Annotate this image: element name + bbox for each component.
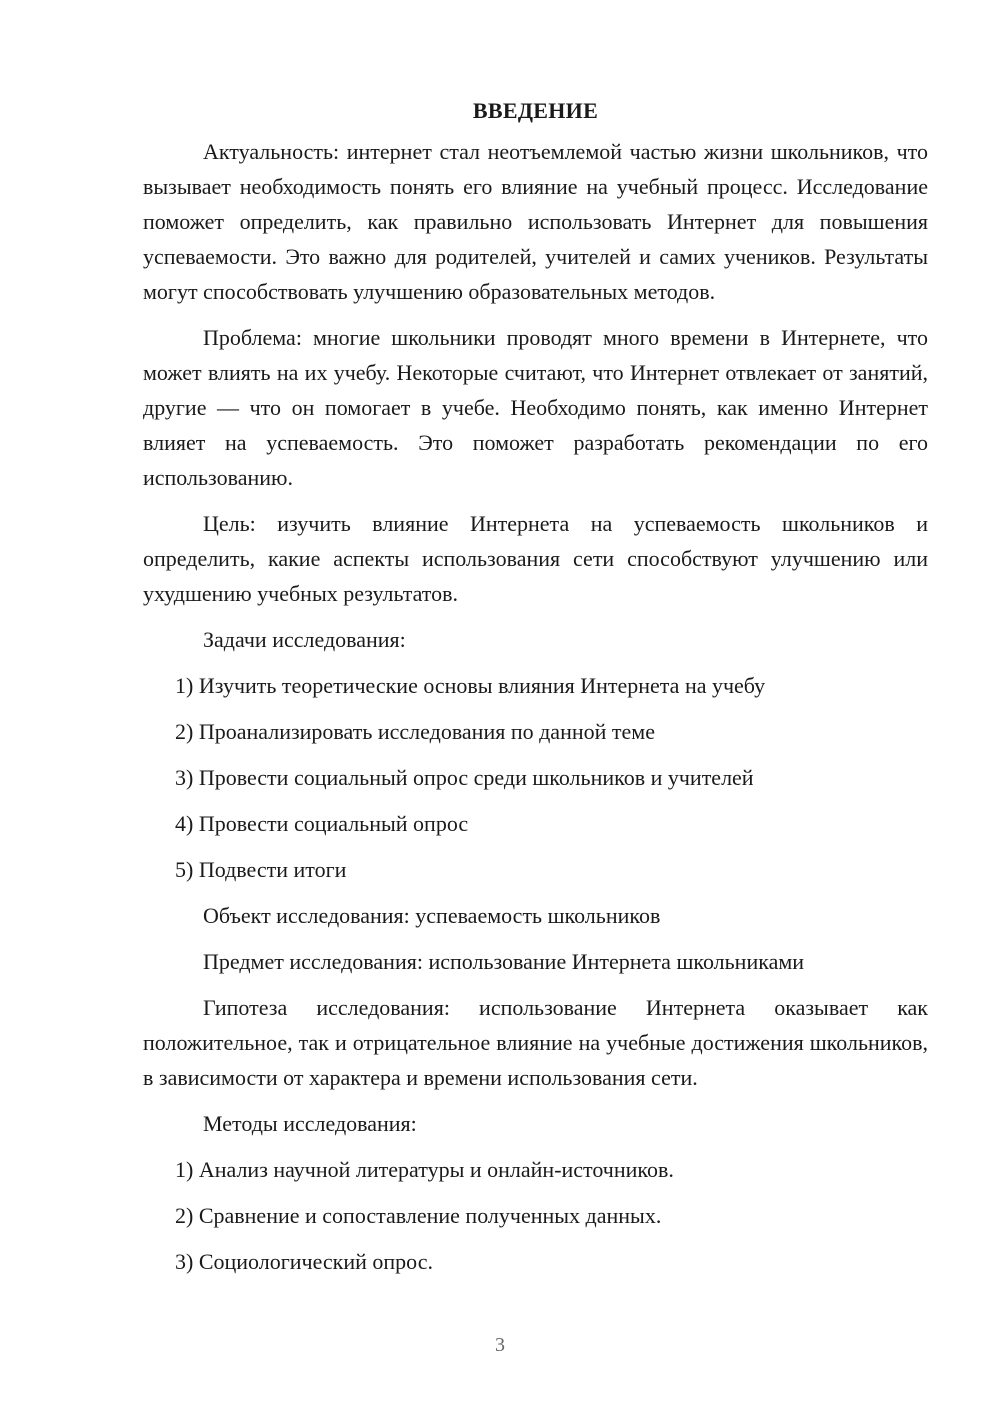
task-item-5: 5) Подвести итоги — [175, 857, 347, 882]
problem-paragraph: Проблема: многие школьники проводят много времени в Интернете, что может влиять на их учебу. Некоторые считают, что Интернет отвлекает от занятий, другие — что он помогает в учебе. Необходимо понять, как именно Интернет влияет на успеваемость. Это поможет разработать рекомендации по его использованию. — [143, 325, 928, 490]
task-item-1: 1) Изучить теоретические основы влияния Интернета на учебу — [175, 673, 766, 698]
method-item-1: 1) Анализ научной литературы и онлайн-источников. — [175, 1157, 674, 1182]
methods-heading: Методы исследования: — [203, 1111, 417, 1136]
section-title: ВВЕДЕНИЕ — [472, 98, 599, 123]
research-subject: Предмет исследования: использование Интернета школьниками — [203, 949, 805, 974]
task-item-4: 4) Провести социальный опрос — [175, 811, 469, 836]
research-object: Объект исследования: успеваемость школьников — [203, 903, 661, 928]
document-page — [143, 96, 928, 1290]
task-item-2: 2) Проанализировать исследования по данной теме — [175, 719, 655, 744]
method-item-2: 2) Сравнение и сопоставление полученных данных. — [175, 1203, 662, 1228]
page-number: 3 — [495, 1334, 505, 1356]
relevance-paragraph: Актуальность: интернет стал неотъемлемой частью жизни школьников, что вызывает необходимость понять его влияние на учебный процесс. Исследование поможет определить, как правильно использовать Интернет для повышения успеваемости. Это важно для родителей, учителей и самих учеников. Результаты могут способствовать улучшению образовательных методов. — [143, 139, 928, 304]
goal-paragraph: Цель: изучить влияние Интернета на успеваемость школьников и определить, какие аспекты использования сети способствуют улучшению или ухудшению учебных результатов. — [143, 511, 928, 606]
method-item-3: 3) Социологический опрос. — [175, 1249, 433, 1274]
task-item-3: 3) Провести социальный опрос среди школьников и учителей — [175, 765, 754, 790]
tasks-heading: Задачи исследования: — [203, 627, 406, 652]
hypothesis-paragraph: Гипотеза исследования: использование Интернета оказывает как положительное, так и отрицательное влияние на учебные достижения школьников, в зависимости от характера и времени использования сети. — [143, 995, 928, 1090]
